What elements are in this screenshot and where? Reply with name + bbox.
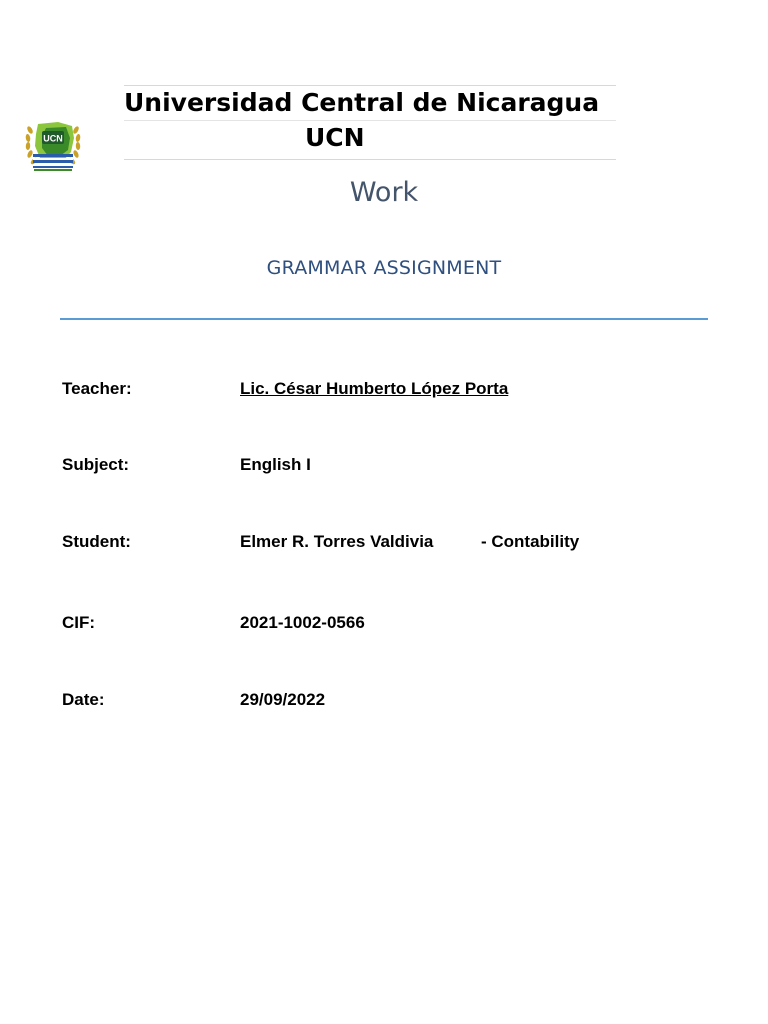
cif-value: 2021-1002-0566 — [240, 613, 365, 632]
logo-text: UCN — [43, 133, 63, 144]
student-row — [0, 530, 768, 554]
header-rule-bottom — [124, 159, 616, 160]
student-value: Elmer R. Torres Valdivia — [240, 532, 434, 551]
subject-row — [0, 453, 768, 477]
divider-rule — [60, 318, 708, 320]
teacher-row — [0, 377, 768, 401]
university-name: Universidad Central de Nicaragua — [124, 88, 600, 117]
subject-value: English I — [240, 455, 311, 474]
teacher-value: Lic. César Humberto López Porta — [240, 379, 509, 398]
teacher-label: Teacher: — [62, 379, 132, 398]
assignment-title: GRAMMAR ASSIGNMENT — [266, 257, 502, 279]
header-rule-middle — [124, 120, 616, 121]
cif-row — [0, 611, 768, 635]
ucn-logo — [24, 118, 82, 174]
subject-label: Subject: — [62, 455, 130, 474]
date-value: 29/09/2022 — [240, 690, 326, 709]
date-label: Date: — [62, 690, 105, 709]
water-stripes — [33, 154, 73, 168]
student-label: Student: — [62, 532, 131, 551]
university-abbreviation: UCN — [305, 123, 365, 152]
cif-label: CIF: — [62, 613, 96, 632]
date-row — [0, 688, 768, 712]
student-program: - Contability — [481, 532, 580, 551]
work-title: Work — [349, 177, 419, 208]
